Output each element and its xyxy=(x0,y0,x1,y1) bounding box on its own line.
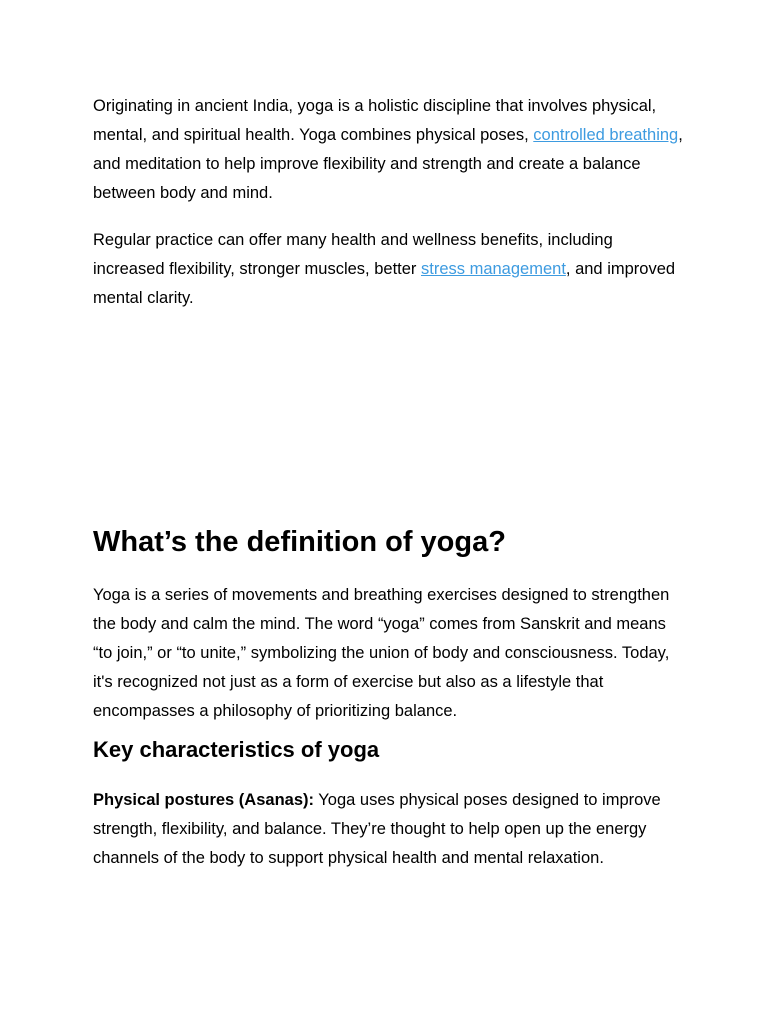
definition-heading: What’s the definition of yoga? xyxy=(93,526,506,558)
intro-paragraph xyxy=(93,92,683,208)
controlled-breathing-link[interactable]: controlled breathing xyxy=(533,126,679,144)
characteristic-description: Yoga uses physical poses designed to improve strength, flexibility, and balance. They’re thought to help open up the energy channels of the body to support physical health and mental relaxation. xyxy=(93,791,661,867)
characteristic-term: Physical postures (Asanas): xyxy=(93,791,314,809)
benefits-paragraph xyxy=(93,226,683,313)
benefits-text-before-link: Regular practice can offer many health and wellness benefits, including increased flexibility, stronger muscles, better xyxy=(93,231,613,278)
stress-management-link[interactable]: stress management xyxy=(421,260,566,278)
characteristics-heading: Key characteristics of yoga xyxy=(93,737,380,762)
intro-text-before-link: Originating in ancient India, yoga is a holistic discipline that involves physical, mental, and spiritual health. Yoga combines physical poses, xyxy=(93,97,657,144)
definition-paragraph: Yoga is a series of movements and breathing exercises designed to strengthen the body and calm the mind. The word “yoga” comes from Sanskrit and means “to join,” or “to unite,” symbolizing the union of body and consciousness. Today, it's recognized not just as a form of exercise but also as a lifestyle that encompasses a philosophy of prioritizing balance. xyxy=(93,586,670,720)
benefits-text-after-link: , and improved mental clarity. xyxy=(93,260,676,307)
intro-text-after-link: , and meditation to help improve flexibility and strength and create a balance between body and mind. xyxy=(93,126,683,202)
characteristic-item xyxy=(93,786,683,873)
